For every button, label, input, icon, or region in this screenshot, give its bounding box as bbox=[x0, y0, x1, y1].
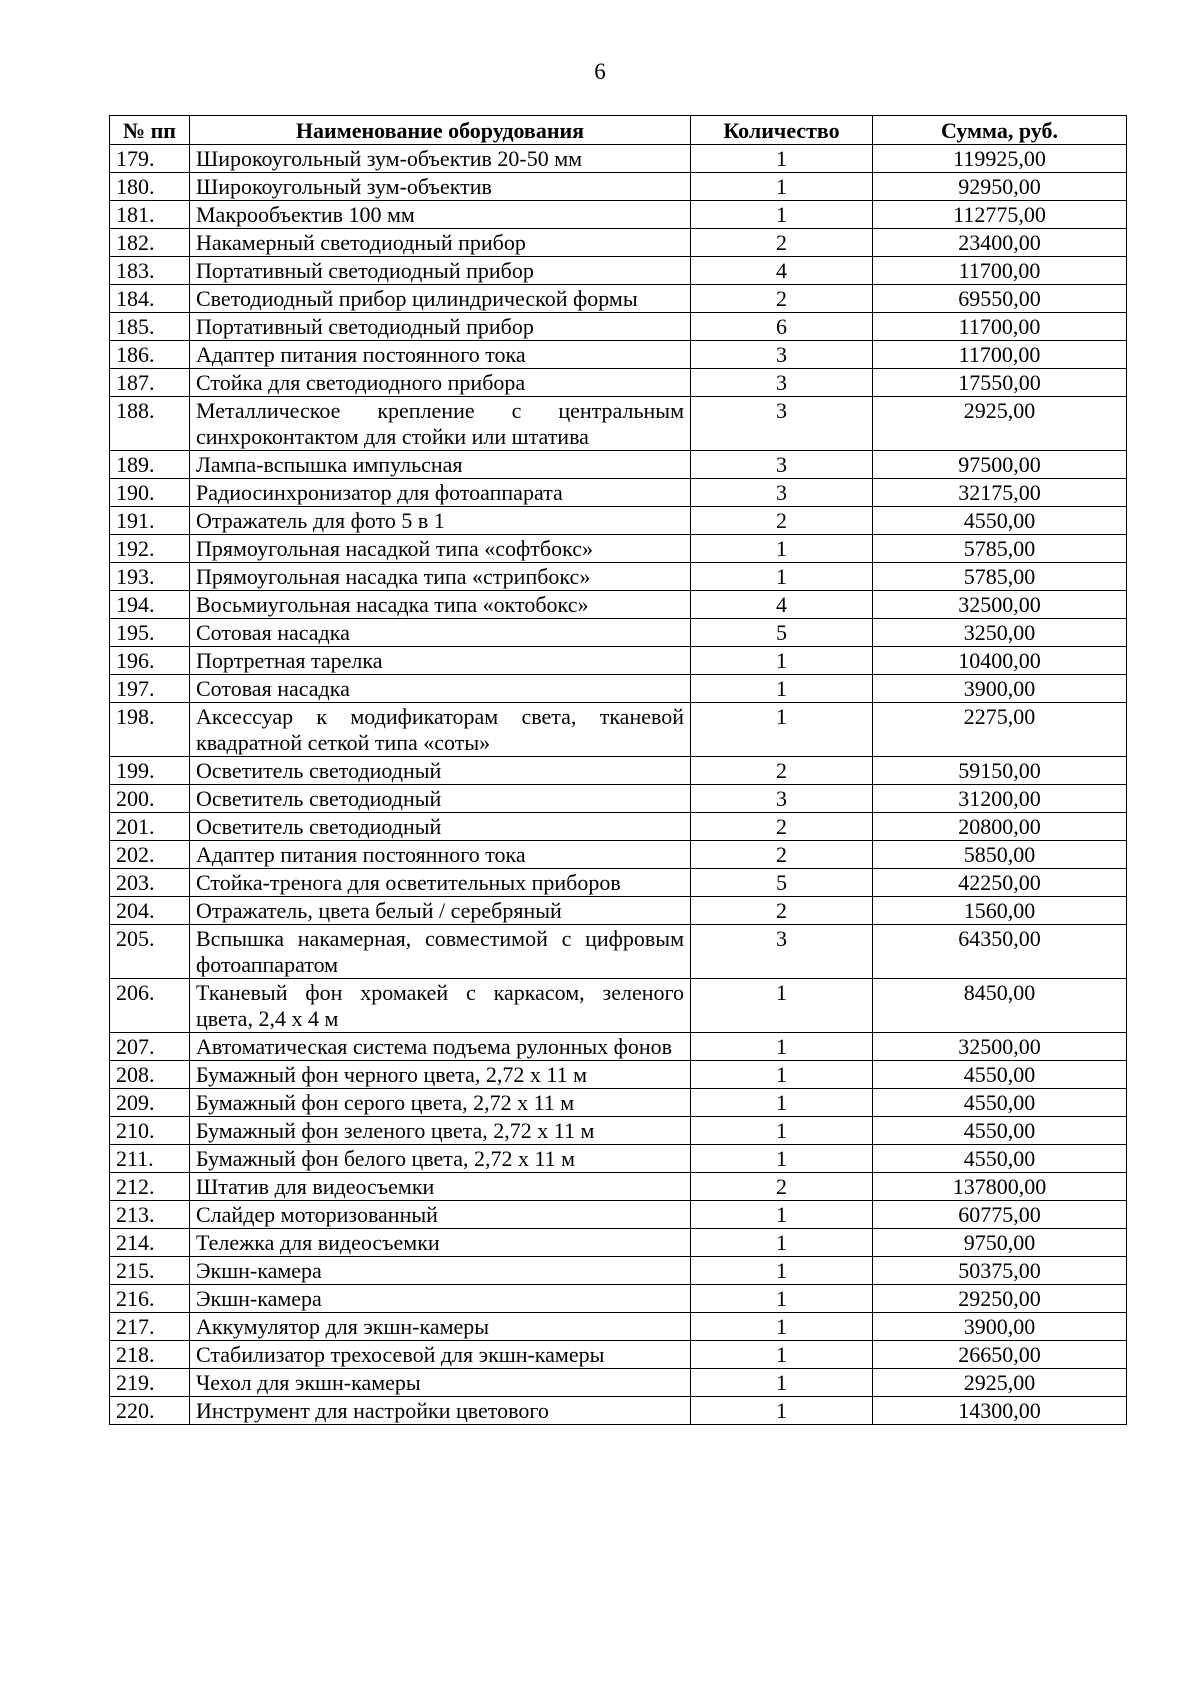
table-row bbox=[110, 397, 1127, 451]
equipment-name-cell: Отражатель, цвета белый / серебряный bbox=[190, 897, 691, 925]
equipment-name-cell: Осветитель светодиодный bbox=[190, 785, 691, 813]
equipment-name-cell: Сотовая насадка bbox=[190, 619, 691, 647]
equipment-name-cell: Тележка для видеосъемки bbox=[190, 1229, 691, 1257]
table-row bbox=[110, 1117, 1127, 1145]
sum-cell: 20800,00 bbox=[873, 813, 1127, 841]
equipment-name-cell: Инструмент для настройки цветового bbox=[190, 1397, 691, 1425]
table-row bbox=[110, 1313, 1127, 1341]
quantity-cell: 3 bbox=[691, 925, 873, 979]
row-number-cell: 185. bbox=[110, 313, 190, 341]
quantity-cell: 2 bbox=[691, 841, 873, 869]
equipment-table bbox=[109, 115, 1127, 1425]
table-row bbox=[110, 591, 1127, 619]
table-row bbox=[110, 1089, 1127, 1117]
quantity-cell: 5 bbox=[691, 619, 873, 647]
equipment-name-cell: Стабилизатор трехосевой для экшн-камеры bbox=[190, 1341, 691, 1369]
equipment-name-cell: Автоматическая система подъема рулонных фонов bbox=[190, 1033, 691, 1061]
equipment-name-cell: Прямоугольная насадкой типа «софтбокс» bbox=[190, 535, 691, 563]
table-row bbox=[110, 1061, 1127, 1089]
row-number-cell: 181. bbox=[110, 201, 190, 229]
quantity-cell: 1 bbox=[691, 1061, 873, 1089]
quantity-cell: 1 bbox=[691, 173, 873, 201]
quantity-cell: 2 bbox=[691, 897, 873, 925]
table-row bbox=[110, 173, 1127, 201]
table-row bbox=[110, 1229, 1127, 1257]
row-number-cell: 192. bbox=[110, 535, 190, 563]
page-number: 6 bbox=[594, 59, 606, 84]
header-name: Наименование оборудования bbox=[190, 116, 691, 145]
equipment-name-cell: Вспышка накамерная, совместимой с цифровым фотоаппаратом bbox=[190, 925, 691, 979]
quantity-cell: 2 bbox=[691, 1173, 873, 1201]
equipment-name-cell: Портативный светодиодный прибор bbox=[190, 313, 691, 341]
table-row bbox=[110, 479, 1127, 507]
table-row bbox=[110, 341, 1127, 369]
quantity-cell: 1 bbox=[691, 1313, 873, 1341]
row-number-cell: 200. bbox=[110, 785, 190, 813]
sum-cell: 8450,00 bbox=[873, 979, 1127, 1033]
sum-cell: 2925,00 bbox=[873, 1369, 1127, 1397]
quantity-cell: 1 bbox=[691, 1033, 873, 1061]
row-number-cell: 203. bbox=[110, 869, 190, 897]
sum-cell: 4550,00 bbox=[873, 1061, 1127, 1089]
table-row bbox=[110, 703, 1127, 757]
quantity-cell: 3 bbox=[691, 451, 873, 479]
quantity-cell: 2 bbox=[691, 757, 873, 785]
table-row bbox=[110, 451, 1127, 479]
row-number-cell: 199. bbox=[110, 757, 190, 785]
quantity-cell: 1 bbox=[691, 1089, 873, 1117]
sum-cell: 97500,00 bbox=[873, 451, 1127, 479]
sum-cell: 17550,00 bbox=[873, 369, 1127, 397]
quantity-cell: 1 bbox=[691, 563, 873, 591]
quantity-cell: 3 bbox=[691, 785, 873, 813]
table-row bbox=[110, 1201, 1127, 1229]
table-row bbox=[110, 869, 1127, 897]
equipment-name-cell: Осветитель светодиодный bbox=[190, 757, 691, 785]
row-number-cell: 189. bbox=[110, 451, 190, 479]
table-row bbox=[110, 1173, 1127, 1201]
equipment-name-cell: Портретная тарелка bbox=[190, 647, 691, 675]
row-number-cell: 187. bbox=[110, 369, 190, 397]
row-number-cell: 220. bbox=[110, 1397, 190, 1425]
quantity-cell: 1 bbox=[691, 201, 873, 229]
quantity-cell: 1 bbox=[691, 1397, 873, 1425]
quantity-cell: 1 bbox=[691, 535, 873, 563]
row-number-cell: 206. bbox=[110, 979, 190, 1033]
sum-cell: 11700,00 bbox=[873, 341, 1127, 369]
table-row bbox=[110, 369, 1127, 397]
sum-cell: 11700,00 bbox=[873, 313, 1127, 341]
table-row bbox=[110, 675, 1127, 703]
equipment-name-cell: Экшн-камера bbox=[190, 1285, 691, 1313]
equipment-name-cell: Прямоугольная насадка типа «стрипбокс» bbox=[190, 563, 691, 591]
equipment-name-cell: Стойка-тренога для осветительных приборов bbox=[190, 869, 691, 897]
sum-cell: 4550,00 bbox=[873, 507, 1127, 535]
row-number-cell: 198. bbox=[110, 703, 190, 757]
table-row bbox=[110, 507, 1127, 535]
table-row bbox=[110, 285, 1127, 313]
sum-cell: 60775,00 bbox=[873, 1201, 1127, 1229]
quantity-cell: 2 bbox=[691, 229, 873, 257]
row-number-cell: 186. bbox=[110, 341, 190, 369]
sum-cell: 23400,00 bbox=[873, 229, 1127, 257]
quantity-cell: 1 bbox=[691, 675, 873, 703]
sum-cell: 14300,00 bbox=[873, 1397, 1127, 1425]
row-number-cell: 184. bbox=[110, 285, 190, 313]
quantity-cell: 1 bbox=[691, 1117, 873, 1145]
table-row bbox=[110, 1397, 1127, 1425]
sum-cell: 26650,00 bbox=[873, 1341, 1127, 1369]
table-row bbox=[110, 897, 1127, 925]
row-number-cell: 196. bbox=[110, 647, 190, 675]
equipment-name-cell: Адаптер питания постоянного тока bbox=[190, 341, 691, 369]
quantity-cell: 2 bbox=[691, 813, 873, 841]
equipment-name-cell: Лампа-вспышка импульсная bbox=[190, 451, 691, 479]
row-number-cell: 207. bbox=[110, 1033, 190, 1061]
row-number-cell: 191. bbox=[110, 507, 190, 535]
sum-cell: 31200,00 bbox=[873, 785, 1127, 813]
equipment-name-cell: Портативный светодиодный прибор bbox=[190, 257, 691, 285]
equipment-name-cell: Осветитель светодиодный bbox=[190, 813, 691, 841]
quantity-cell: 3 bbox=[691, 369, 873, 397]
sum-cell: 69550,00 bbox=[873, 285, 1127, 313]
equipment-name-cell: Отражатель для фото 5 в 1 bbox=[190, 507, 691, 535]
equipment-name-cell: Штатив для видеосъемки bbox=[190, 1173, 691, 1201]
equipment-name-cell: Макрообъектив 100 мм bbox=[190, 201, 691, 229]
table-row bbox=[110, 647, 1127, 675]
sum-cell: 2925,00 bbox=[873, 397, 1127, 451]
sum-cell: 137800,00 bbox=[873, 1173, 1127, 1201]
table-header-row bbox=[110, 116, 1127, 145]
table-body bbox=[110, 145, 1127, 1425]
quantity-cell: 1 bbox=[691, 1369, 873, 1397]
quantity-cell: 1 bbox=[691, 1257, 873, 1285]
sum-cell: 59150,00 bbox=[873, 757, 1127, 785]
quantity-cell: 3 bbox=[691, 397, 873, 451]
row-number-cell: 209. bbox=[110, 1089, 190, 1117]
row-number-cell: 190. bbox=[110, 479, 190, 507]
row-number-cell: 212. bbox=[110, 1173, 190, 1201]
quantity-cell: 1 bbox=[691, 1201, 873, 1229]
equipment-name-cell: Широкоугольный зум-объектив 20-50 мм bbox=[190, 145, 691, 173]
quantity-cell: 3 bbox=[691, 479, 873, 507]
table-row bbox=[110, 257, 1127, 285]
equipment-name-cell: Бумажный фон белого цвета, 2,72 х 11 м bbox=[190, 1145, 691, 1173]
header-num: № пп bbox=[110, 116, 190, 145]
equipment-name-cell: Аксессуар к модификаторам света, тканевой квадратной сеткой типа «соты» bbox=[190, 703, 691, 757]
sum-cell: 5785,00 bbox=[873, 563, 1127, 591]
row-number-cell: 194. bbox=[110, 591, 190, 619]
table-row bbox=[110, 925, 1127, 979]
sum-cell: 4550,00 bbox=[873, 1089, 1127, 1117]
quantity-cell: 6 bbox=[691, 313, 873, 341]
equipment-name-cell: Накамерный светодиодный прибор bbox=[190, 229, 691, 257]
quantity-cell: 4 bbox=[691, 257, 873, 285]
equipment-name-cell: Широкоугольный зум-объектив bbox=[190, 173, 691, 201]
quantity-cell: 1 bbox=[691, 647, 873, 675]
sum-cell: 1560,00 bbox=[873, 897, 1127, 925]
sum-cell: 32500,00 bbox=[873, 1033, 1127, 1061]
equipment-name-cell: Слайдер моторизованный bbox=[190, 1201, 691, 1229]
row-number-cell: 183. bbox=[110, 257, 190, 285]
row-number-cell: 211. bbox=[110, 1145, 190, 1173]
table-row bbox=[110, 841, 1127, 869]
table-row bbox=[110, 535, 1127, 563]
sum-cell: 3250,00 bbox=[873, 619, 1127, 647]
equipment-name-cell: Чехол для экшн-камеры bbox=[190, 1369, 691, 1397]
table-row bbox=[110, 145, 1127, 173]
equipment-name-cell: Радиосинхронизатор для фотоаппарата bbox=[190, 479, 691, 507]
sum-cell: 29250,00 bbox=[873, 1285, 1127, 1313]
sum-cell: 2275,00 bbox=[873, 703, 1127, 757]
row-number-cell: 180. bbox=[110, 173, 190, 201]
sum-cell: 5785,00 bbox=[873, 535, 1127, 563]
table-row bbox=[110, 979, 1127, 1033]
sum-cell: 32500,00 bbox=[873, 591, 1127, 619]
sum-cell: 112775,00 bbox=[873, 201, 1127, 229]
table-row bbox=[110, 1285, 1127, 1313]
sum-cell: 32175,00 bbox=[873, 479, 1127, 507]
row-number-cell: 193. bbox=[110, 563, 190, 591]
table-row bbox=[110, 1341, 1127, 1369]
quantity-cell: 1 bbox=[691, 145, 873, 173]
row-number-cell: 204. bbox=[110, 897, 190, 925]
sum-cell: 5850,00 bbox=[873, 841, 1127, 869]
quantity-cell: 5 bbox=[691, 869, 873, 897]
sum-cell: 50375,00 bbox=[873, 1257, 1127, 1285]
quantity-cell: 3 bbox=[691, 341, 873, 369]
row-number-cell: 217. bbox=[110, 1313, 190, 1341]
table-row bbox=[110, 1257, 1127, 1285]
row-number-cell: 202. bbox=[110, 841, 190, 869]
row-number-cell: 216. bbox=[110, 1285, 190, 1313]
sum-cell: 92950,00 bbox=[873, 173, 1127, 201]
equipment-name-cell: Сотовая насадка bbox=[190, 675, 691, 703]
equipment-name-cell: Экшн-камера bbox=[190, 1257, 691, 1285]
equipment-name-cell: Восьмиугольная насадка типа «октобокс» bbox=[190, 591, 691, 619]
quantity-cell: 1 bbox=[691, 1285, 873, 1313]
row-number-cell: 213. bbox=[110, 1201, 190, 1229]
sum-cell: 4550,00 bbox=[873, 1117, 1127, 1145]
table-row bbox=[110, 1145, 1127, 1173]
equipment-name-cell: Аккумулятор для экшн-камеры bbox=[190, 1313, 691, 1341]
equipment-name-cell: Светодиодный прибор цилиндрической формы bbox=[190, 285, 691, 313]
quantity-cell: 1 bbox=[691, 1145, 873, 1173]
sum-cell: 4550,00 bbox=[873, 1145, 1127, 1173]
sum-cell: 3900,00 bbox=[873, 675, 1127, 703]
sum-cell: 10400,00 bbox=[873, 647, 1127, 675]
row-number-cell: 197. bbox=[110, 675, 190, 703]
table-row bbox=[110, 563, 1127, 591]
quantity-cell: 1 bbox=[691, 1341, 873, 1369]
quantity-cell: 2 bbox=[691, 507, 873, 535]
row-number-cell: 215. bbox=[110, 1257, 190, 1285]
quantity-cell: 4 bbox=[691, 591, 873, 619]
row-number-cell: 179. bbox=[110, 145, 190, 173]
table-row bbox=[110, 785, 1127, 813]
equipment-name-cell: Тканевый фон хромакей с каркасом, зеленого цвета, 2,4 х 4 м bbox=[190, 979, 691, 1033]
row-number-cell: 219. bbox=[110, 1369, 190, 1397]
row-number-cell: 205. bbox=[110, 925, 190, 979]
quantity-cell: 1 bbox=[691, 1229, 873, 1257]
table-row bbox=[110, 757, 1127, 785]
row-number-cell: 195. bbox=[110, 619, 190, 647]
sum-cell: 42250,00 bbox=[873, 869, 1127, 897]
quantity-cell: 2 bbox=[691, 285, 873, 313]
sum-cell: 11700,00 bbox=[873, 257, 1127, 285]
row-number-cell: 210. bbox=[110, 1117, 190, 1145]
equipment-name-cell: Адаптер питания постоянного тока bbox=[190, 841, 691, 869]
table-row bbox=[110, 1369, 1127, 1397]
row-number-cell: 201. bbox=[110, 813, 190, 841]
table-row bbox=[110, 201, 1127, 229]
equipment-name-cell: Бумажный фон зеленого цвета, 2,72 х 11 м bbox=[190, 1117, 691, 1145]
header-qty: Количество bbox=[691, 116, 873, 145]
sum-cell: 3900,00 bbox=[873, 1313, 1127, 1341]
equipment-name-cell: Металлическое крепление с центральным синхроконтактом для стойки или штатива bbox=[190, 397, 691, 451]
row-number-cell: 182. bbox=[110, 229, 190, 257]
row-number-cell: 218. bbox=[110, 1341, 190, 1369]
sum-cell: 9750,00 bbox=[873, 1229, 1127, 1257]
equipment-name-cell: Бумажный фон серого цвета, 2,72 х 11 м bbox=[190, 1089, 691, 1117]
sum-cell: 119925,00 bbox=[873, 145, 1127, 173]
header-sum: Сумма, руб. bbox=[873, 116, 1127, 145]
table-row bbox=[110, 1033, 1127, 1061]
equipment-name-cell: Стойка для светодиодного прибора bbox=[190, 369, 691, 397]
quantity-cell: 1 bbox=[691, 979, 873, 1033]
row-number-cell: 208. bbox=[110, 1061, 190, 1089]
sum-cell: 64350,00 bbox=[873, 925, 1127, 979]
table-row bbox=[110, 619, 1127, 647]
row-number-cell: 188. bbox=[110, 397, 190, 451]
quantity-cell: 1 bbox=[691, 703, 873, 757]
table-row bbox=[110, 813, 1127, 841]
table-row bbox=[110, 313, 1127, 341]
table-row bbox=[110, 229, 1127, 257]
equipment-name-cell: Бумажный фон черного цвета, 2,72 х 11 м bbox=[190, 1061, 691, 1089]
row-number-cell: 214. bbox=[110, 1229, 190, 1257]
